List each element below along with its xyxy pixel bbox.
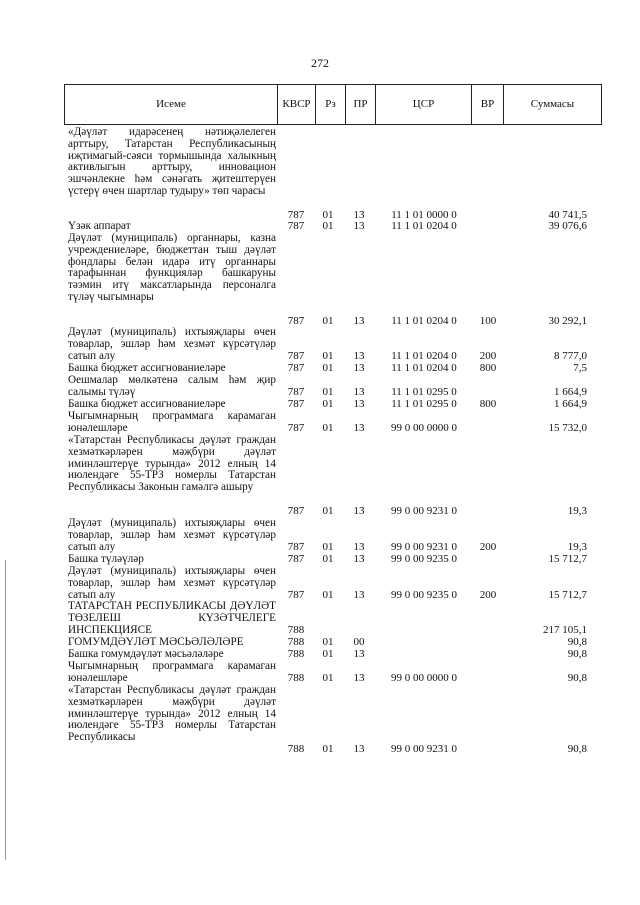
row-pr: 13 [353, 220, 365, 232]
table-header [64, 84, 602, 125]
row-vr: 800 [479, 398, 497, 410]
row-kvsr: 787 [287, 588, 305, 601]
row-vr: 200 [479, 349, 497, 362]
row-rz: 01 [322, 398, 334, 410]
row-name: Чыгымнарның программага карамаган юнәлешләре [68, 660, 276, 684]
row-kvsr: 787 [287, 398, 305, 410]
row-sum: 19,3 [567, 540, 587, 553]
row-name: «Дәүләт идарәсенең нәтиҗәлелеген арттыру, Татарстан Республикасының иҗтимагый-сәяси тормышында халыкның активлыгын арттыру, инновацион эшчәнлекне һәм сәнәгать җитештерүен үстерү өчен шартлар тудыру» төп чарасы [68, 126, 276, 197]
row-sum: 15 712,7 [548, 553, 587, 565]
row-kvsr: 787 [287, 540, 305, 553]
row-pr: 13 [353, 385, 365, 398]
row-pr: 13 [353, 398, 365, 410]
row-rz: 01 [322, 208, 334, 221]
row-sum: 40 741,5 [548, 208, 587, 221]
row-sum: 30 292,1 [548, 314, 587, 327]
row-kvsr: 788 [287, 743, 305, 755]
row-vr: 200 [479, 588, 497, 601]
row-sum: 15 732,0 [548, 421, 587, 434]
header-kvsr: КВСР [277, 85, 315, 124]
row-rz: 01 [322, 385, 334, 398]
row-rz: 01 [322, 553, 334, 565]
row-csr: 99 0 00 9231 0 [391, 540, 457, 553]
row-kvsr: 787 [287, 385, 305, 398]
row-csr: 99 0 00 9231 0 [391, 504, 457, 517]
row-pr: 13 [353, 588, 365, 601]
row-kvsr: 788 [287, 623, 305, 636]
page-number: 272 [311, 56, 329, 70]
header-csr: ЦСР [375, 85, 471, 124]
row-pr: 13 [353, 553, 365, 565]
row-name: Үзәк аппарат [68, 220, 131, 232]
row-rz: 01 [322, 540, 334, 553]
row-rz: 01 [322, 314, 334, 327]
row-rz: 01 [322, 743, 334, 755]
row-csr: 99 0 00 0000 0 [391, 671, 457, 684]
row-kvsr: 788 [287, 671, 305, 684]
row-sum: 19,3 [567, 504, 587, 517]
row-csr: 11 1 01 0000 0 [391, 208, 457, 221]
row-sum: 90,8 [567, 671, 587, 684]
row-kvsr: 788 [287, 636, 305, 648]
row-rz: 01 [322, 421, 334, 434]
row-sum: 15 712,7 [548, 588, 587, 601]
row-name: Дәүләт (муниципаль) органнары, казна учреждениеләре, бюджеттан тыш дәүләт фондлары белән идарә итү органнары тарафыннан функцияләр башкаруны тәэмин итү максатларында персоналга түләү чыгымнары [68, 232, 276, 303]
row-kvsr: 788 [287, 648, 305, 660]
row-pr: 13 [353, 540, 365, 553]
row-vr: 800 [479, 362, 497, 374]
row-pr: 13 [353, 648, 365, 660]
row-sum: 90,8 [567, 743, 587, 755]
row-sum: 8 777,0 [554, 349, 587, 362]
row-csr: 11 1 01 0204 0 [391, 349, 457, 362]
row-csr: 11 1 01 0295 0 [391, 398, 457, 410]
row-kvsr: 787 [287, 220, 305, 232]
row-name: Оешмалар мөлкәтенә салым һәм җир салымы түләү [68, 374, 276, 398]
row-pr: 13 [353, 504, 365, 517]
row-name: Дәүләт (муниципаль) ихтыяҗлары өчен товарлар, эшләр һәм хезмәт күрсәтүләр сатып алу [68, 326, 276, 362]
row-pr: 13 [353, 362, 365, 374]
row-rz: 01 [322, 362, 334, 374]
row-kvsr: 787 [287, 362, 305, 374]
row-sum: 90,8 [567, 648, 587, 660]
row-rz: 01 [322, 504, 334, 517]
row-csr: 11 1 01 0204 0 [391, 362, 457, 374]
row-sum: 217 105,1 [543, 623, 587, 636]
row-csr: 99 0 00 9235 0 [391, 588, 457, 601]
row-csr: 11 1 01 0204 0 [391, 220, 457, 232]
row-kvsr: 787 [287, 208, 305, 221]
row-sum: 1 664,9 [554, 385, 587, 398]
row-name: Чыгымнарның программага карамаган юнәлешләре [68, 410, 276, 434]
row-kvsr: 787 [287, 421, 305, 434]
row-pr: 13 [353, 349, 365, 362]
header-name: Исеме [156, 98, 186, 110]
row-vr: 200 [479, 540, 497, 553]
row-rz: 01 [322, 671, 334, 684]
row-name: Дәүләт (муниципаль) ихтыяҗлары өчен товарлар, эшләр һәм хезмәт күрсәтүләр сатып алу [68, 517, 276, 553]
header-vr: ВР [471, 85, 503, 124]
row-csr: 11 1 01 0295 0 [391, 385, 457, 398]
row-name: Дәүләт (муниципаль) ихтыяҗлары өчен товарлар, эшләр һәм хезмәт күрсәтүләр сатып алу [68, 565, 276, 601]
row-pr: 00 [353, 636, 365, 648]
row-name: Башка түләүләр [68, 553, 144, 565]
row-kvsr: 787 [287, 504, 305, 517]
row-sum: 7,5 [573, 362, 587, 374]
row-rz: 01 [322, 588, 334, 601]
row-pr: 13 [353, 314, 365, 327]
row-name: Башка гомумдәүләт мәсьәләләре [68, 648, 224, 660]
row-csr: 11 1 01 0204 0 [391, 314, 457, 327]
row-rz: 01 [322, 349, 334, 362]
row-name: Башка бюджет ассигнованиеләре [68, 362, 226, 374]
row-csr: 99 0 00 0000 0 [391, 421, 457, 434]
row-pr: 13 [353, 743, 365, 755]
header-rz: Рз [315, 85, 345, 124]
row-csr: 99 0 00 9235 0 [391, 553, 457, 565]
row-kvsr: 787 [287, 553, 305, 565]
row-vr: 100 [479, 314, 497, 327]
row-kvsr: 787 [287, 314, 305, 327]
row-pr: 13 [353, 208, 365, 221]
row-pr: 13 [353, 671, 365, 684]
row-rz: 01 [322, 648, 334, 660]
row-kvsr: 787 [287, 349, 305, 362]
row-name: ТАТАРСТАН РЕСПУБЛИКАСЫ ДӘҮЛӘТ ТӨЗЕЛЕШ КҮЗӘТЧЕЛЕГЕ ИНСПЕКЦИЯСЕ [68, 600, 276, 636]
row-name: «Татарстан Республикасы дәүләт граждан хезмәткәрләрен мәҗбүри дәүләт иминләштерүе турында» 2012 елның 14 июлендәге 55-ТРЗ номерлы Татарстан Республикасы Законын гамәлгә ашыру [68, 434, 276, 494]
header-sum: Суммасы [503, 85, 601, 124]
row-name: Башка бюджет ассигнованиеләре [68, 398, 226, 410]
header-pr: ПР [345, 85, 375, 124]
row-pr: 13 [353, 421, 365, 434]
row-csr: 99 0 00 9231 0 [391, 743, 457, 755]
row-sum: 39 076,6 [548, 220, 587, 232]
row-sum: 1 664,9 [554, 398, 587, 410]
row-sum: 90,8 [567, 636, 587, 648]
row-rz: 01 [322, 220, 334, 232]
row-name: ГОМУМДӘҮЛӘТ МӘСЬӘЛӘЛӘРЕ [68, 636, 244, 648]
row-rz: 01 [322, 636, 334, 648]
scan-edge-line [5, 560, 6, 860]
row-name: «Татарстан Республикасы дәүләт граждан хезмәткәрләрен мәҗбүри дәүләт иминләштерүе турында» 2012 елның 14 июлендәге 55-ТРЗ номерлы Татарстан Республикасы [68, 684, 276, 744]
